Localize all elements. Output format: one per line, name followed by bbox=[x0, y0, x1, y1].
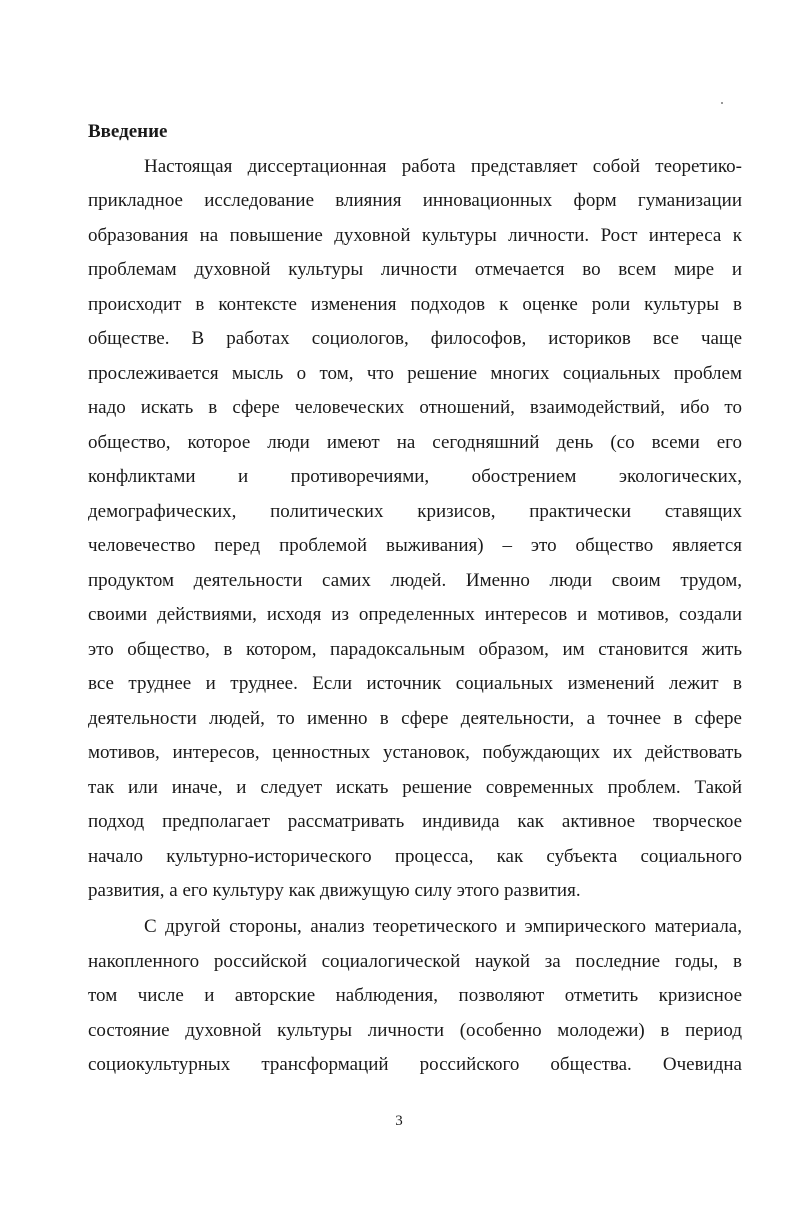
text-line: социокультурных трансформаций российского общества. Очевидна bbox=[88, 1054, 742, 1075]
text-line: обществе. В работах социологов, философов, историков все чаще bbox=[88, 328, 742, 349]
text-line: демографических, политических кризисов, практически ставящих bbox=[88, 500, 742, 522]
text-line: развития, а его культуру как движущую силу этого развития. bbox=[88, 880, 581, 901]
text-line: все труднее и труднее. Если источник социальных изменений лежит в bbox=[88, 673, 742, 694]
page-body bbox=[88, 115, 742, 1083]
paragraph-2 bbox=[88, 910, 742, 1083]
page-number: 3 bbox=[395, 1113, 403, 1129]
text-line: деятельности людей, то именно в сфере деятельности, а точнее в сфере bbox=[88, 707, 742, 729]
text-line: конфликтами и противоречиями, обострением экологических, bbox=[88, 466, 742, 487]
text-line: общество, которое люди имеют на сегодняшний день (со всеми его bbox=[88, 431, 742, 453]
text-line: продуктом деятельности самих людей. Именно люди своим трудом, bbox=[88, 569, 742, 591]
text-line: мотивов, интересов, ценностных установок, побуждающих их действовать bbox=[88, 742, 742, 763]
text-line: человечество перед проблемой выживания) – это общество является bbox=[88, 535, 742, 556]
text-line: состояние духовной культуры личности (особенно молодежи) в период bbox=[88, 1019, 742, 1041]
scan-speck bbox=[721, 102, 723, 104]
text-line: накопленного российской социалогической наукой за последние годы, в bbox=[88, 950, 742, 972]
text-line: это общество, в котором, парадоксальным образом, им становится жить bbox=[88, 638, 742, 660]
text-line: происходит в контексте изменения подходов к оценке роли культуры в bbox=[88, 293, 742, 315]
text-line: своими действиями, исходя из определенных интересов и мотивов, создали bbox=[88, 604, 742, 625]
text-line: прикладное исследование влияния инновационных форм гуманизации bbox=[88, 190, 742, 211]
paragraph-1 bbox=[88, 150, 742, 909]
text-line: так или иначе, и следует искать решение современных проблем. Такой bbox=[88, 776, 742, 798]
text-line: С другой стороны, анализ теоретического и эмпирического материала, bbox=[144, 916, 742, 937]
text-line: образования на повышение духовной культуры личности. Рост интереса к bbox=[88, 224, 742, 246]
text-line: проблемам духовной культуры личности отмечается во всем мире и bbox=[88, 259, 742, 280]
text-line: подход предполагает рассматривать индивида как активное творческое bbox=[88, 811, 742, 832]
text-line: Настоящая диссертационная работа представляет собой теоретико- bbox=[144, 155, 742, 177]
text-line: начало культурно-исторического процесса, как субъекта социального bbox=[88, 845, 742, 867]
text-line: надо искать в сфере человеческих отношений, взаимодействий, ибо то bbox=[88, 397, 742, 418]
text-line: прослеживается мысль о том, что решение многих социальных проблем bbox=[88, 362, 742, 384]
section-heading: Введение bbox=[88, 121, 168, 142]
text-line: том числе и авторские наблюдения, позволяют отметить кризисное bbox=[88, 985, 742, 1006]
